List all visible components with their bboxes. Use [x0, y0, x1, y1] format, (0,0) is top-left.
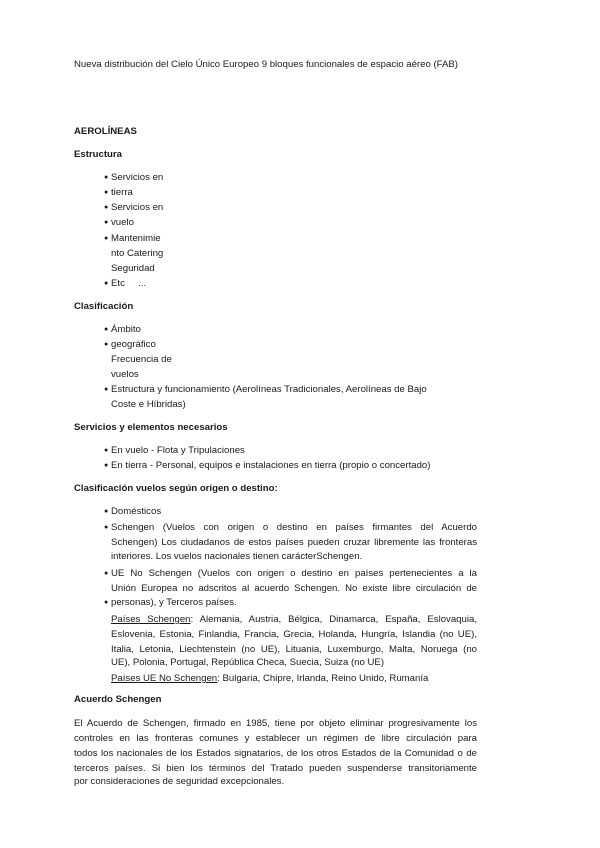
list-item: ● Servicios en	[111, 202, 163, 214]
list-item: ● UE No Schengen (Vuelos con origen o destino en países pertenecientes a la	[111, 566, 477, 581]
list-item: ● Mantenimie	[111, 233, 161, 245]
document-title: Nueva distribución del Cielo Único Europeo 9 bloques funcionales de espacio aéreo (FAB)	[74, 59, 458, 70]
paragraph-line: terceros países. Si bien los términos del Tratado pueden suspenderse transitoriamente	[74, 763, 477, 774]
list-item-continuation: Unión Europea no adscritos al acuerdo Schengen. No existe libre circulación de	[111, 583, 477, 594]
servicios-heading: Servicios y elementos necesarios	[74, 422, 228, 433]
list-item: ● Schengen (Vuelos con origen o destino en países firmantes del Acuerdo	[111, 520, 477, 535]
paises-schengen-line: UE), Polonia, Portugal, República Checa, Suecia, Suiza (no UE)	[111, 657, 385, 668]
paises-schengen-line: Italia, Letonia, Liechtenstein (no UE), Lituania, Luxemburgo, Malta, Noruega (no	[111, 644, 477, 655]
list-item: ● vuelo	[111, 217, 134, 229]
list-item-continuation: Frecuencia de	[111, 354, 172, 365]
list-item-continuation: Schengen) Los ciudadanos de estos países pueden cruzar libremente las fronteras	[111, 537, 477, 548]
estructura-heading: Estructura	[74, 149, 122, 160]
list-item: ● Estructura y funcionamiento (Aerolíneas Tradicionales, Aerolíneas de Bajo	[111, 384, 427, 396]
list-item-continuation: nto Catering	[111, 248, 164, 259]
list-item: ● Etc ...	[111, 278, 146, 290]
list-item: ● tierra	[111, 187, 133, 199]
paises-ue-line	[111, 673, 428, 685]
paises-schengen-text: : Alemania, Austria, Bélgica, Dinamarca, España, Eslovaquia,	[190, 614, 477, 625]
list-item: ● Servicios en	[111, 172, 163, 184]
list-item-continuation: Coste e Híbridas)	[111, 399, 186, 410]
paragraph-line: todos los nacionales de los Estados signatarios, de los otros Estados de la Comunidad o de	[74, 748, 477, 759]
paises-ue-label: Países UE No Schengen	[111, 673, 218, 684]
list-item: ● En tierra - Personal, equipos e instalaciones en tierra (propio o concertado)	[111, 460, 430, 472]
list-item: ● Ámbito	[111, 324, 141, 336]
paises-schengen-line	[111, 612, 477, 627]
paragraph-line: controles en las fronteras comunes y establecer un régimen de libre circulación para	[74, 733, 477, 744]
paises-schengen-label: Países Schengen	[111, 614, 191, 625]
list-item-continuation: Seguridad	[111, 263, 155, 274]
list-item: ● Domésticos	[111, 506, 161, 518]
paises-ue-text: : Bulgaria, Chipre, Irlanda, Reino Unido, Rumanía	[217, 673, 429, 684]
list-item: ● geográfico	[111, 339, 156, 351]
list-item-continuation: interiores. Los vuelos nacionales tienen carácterSchengen.	[111, 551, 363, 562]
paragraph-line: por consideraciones de seguridad excepcionales.	[74, 776, 285, 787]
list-item: ● personas), y Terceros países.	[111, 597, 237, 609]
acuerdo-heading: Acuerdo Schengen	[74, 694, 162, 705]
paises-schengen-line: Eslovenia, Estonia, Finlandia, Francia, Grecia, Holanda, Hungría, Islandia (no UE),	[111, 629, 477, 640]
clasif-vuelos-heading: Clasificación vuelos según origen o destino:	[74, 483, 278, 494]
paragraph-line: El Acuerdo de Schengen, firmado en 1985, tiene por objeto eliminar progresivamente los	[74, 718, 477, 729]
clasificacion-heading: Clasificación	[74, 301, 134, 312]
section-title: AEROLÍNEAS	[74, 126, 137, 137]
list-item-continuation: vuelos	[111, 369, 139, 380]
list-item: ● En vuelo - Flota y Tripulaciones	[111, 445, 245, 457]
